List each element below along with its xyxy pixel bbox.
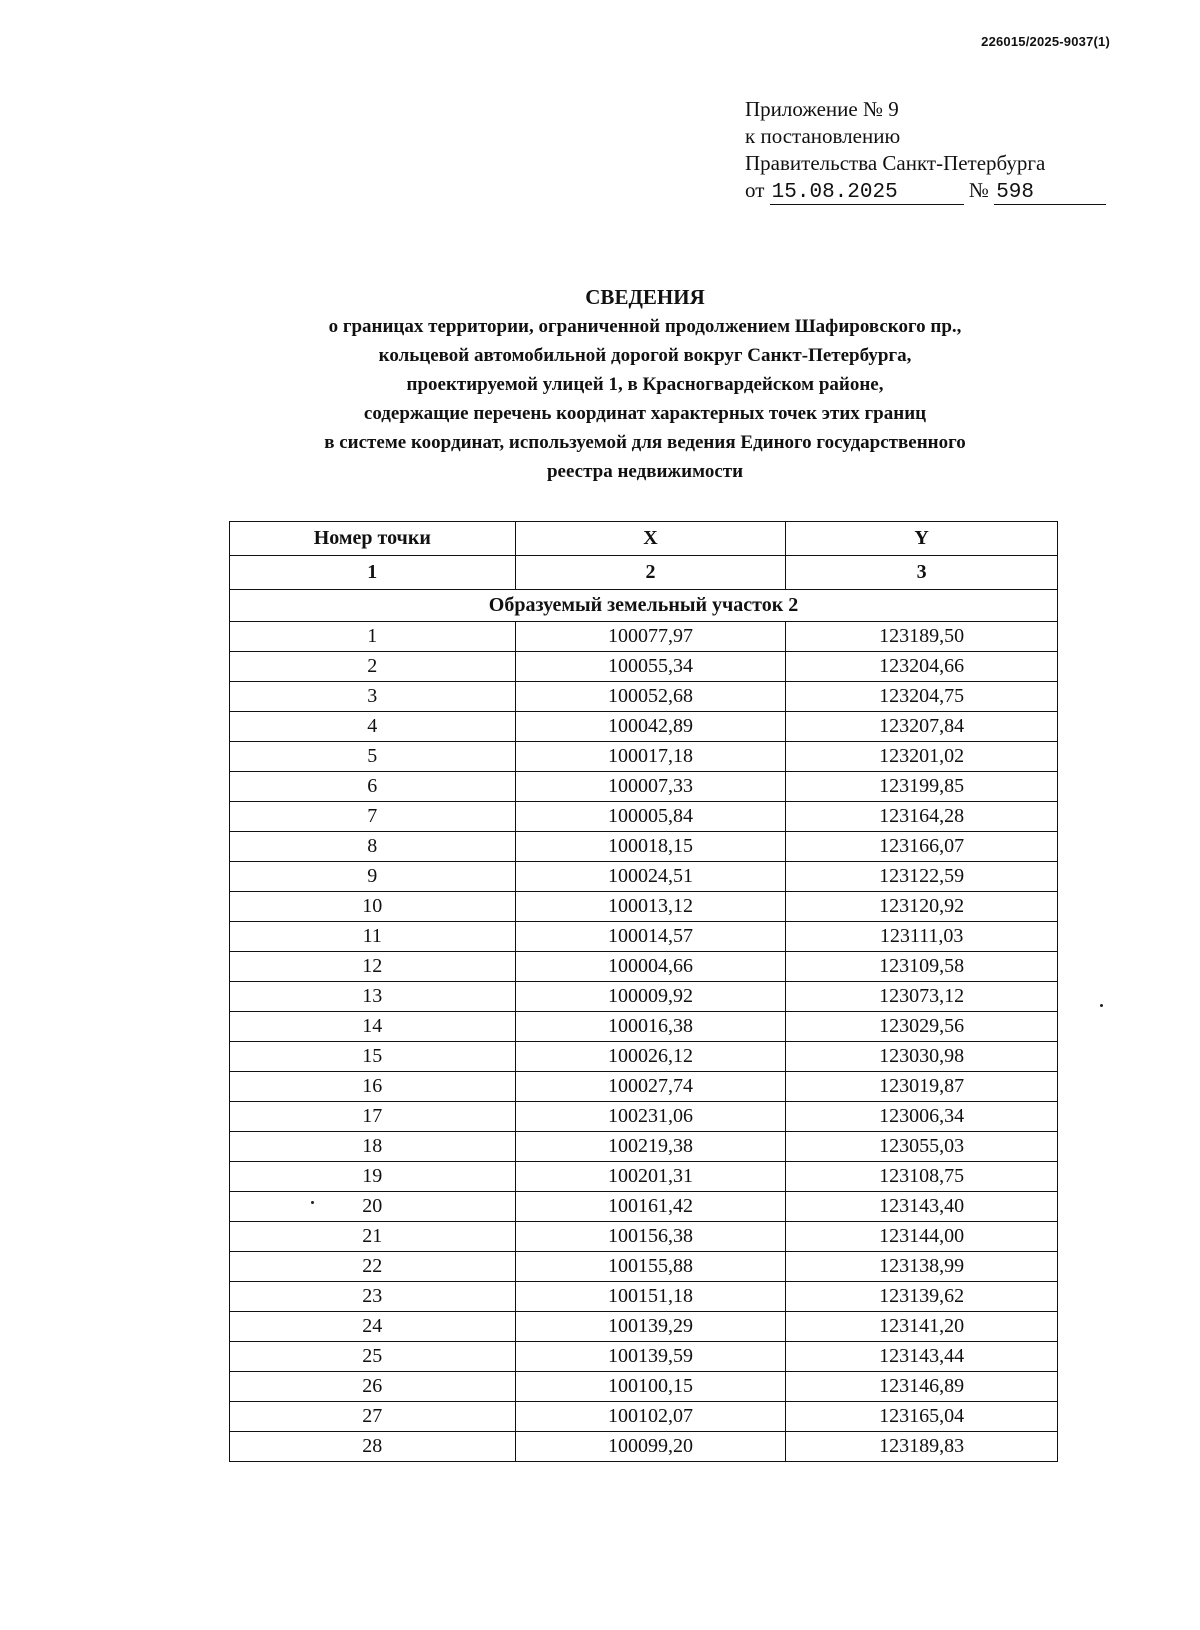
table-row xyxy=(230,1222,1058,1252)
y-coordinate-cell: 123189,83 xyxy=(786,1432,1058,1462)
x-coordinate-cell: 100156,38 xyxy=(515,1222,786,1252)
point-number-cell: 9 xyxy=(230,862,516,892)
y-coordinate-cell: 123073,12 xyxy=(786,982,1058,1012)
y-coordinate-cell: 123055,03 xyxy=(786,1132,1058,1162)
table-row xyxy=(230,1192,1058,1222)
appendix-line-3: Правительства Санкт-Петербурга xyxy=(745,151,1046,175)
appendix-line-1: Приложение № 9 xyxy=(745,97,899,121)
y-coordinate-cell: 123138,99 xyxy=(786,1252,1058,1282)
y-coordinate-cell: 123029,56 xyxy=(786,1012,1058,1042)
x-coordinate-cell: 100155,88 xyxy=(515,1252,786,1282)
column-number: 1 xyxy=(230,556,516,590)
x-coordinate-cell: 100151,18 xyxy=(515,1282,786,1312)
heading-line-4: содержащие перечень координат характерных точек этих границ xyxy=(363,403,927,424)
table-row xyxy=(230,1342,1058,1372)
x-coordinate-cell: 100017,18 xyxy=(515,742,786,772)
y-coordinate-cell: 123189,50 xyxy=(786,622,1058,652)
x-coordinate-cell: 100004,66 xyxy=(515,952,786,982)
table-row xyxy=(230,1312,1058,1342)
table-row xyxy=(230,982,1058,1012)
x-coordinate-cell: 100013,12 xyxy=(515,892,786,922)
x-coordinate-cell: 100005,84 xyxy=(515,802,786,832)
y-coordinate-cell: 123166,07 xyxy=(786,832,1058,862)
x-coordinate-cell: 100139,59 xyxy=(515,1342,786,1372)
table-row xyxy=(230,862,1058,892)
point-number-cell: 11 xyxy=(230,922,516,952)
column-number-row xyxy=(230,556,1058,590)
point-number-cell: 14 xyxy=(230,1012,516,1042)
table-row xyxy=(230,652,1058,682)
appendix-line-2: к постановлению xyxy=(745,124,901,148)
point-number-cell: 7 xyxy=(230,802,516,832)
x-coordinate-cell: 100016,38 xyxy=(515,1012,786,1042)
table-row xyxy=(230,832,1058,862)
point-number-cell: 24 xyxy=(230,1312,516,1342)
x-coordinate-cell: 100055,34 xyxy=(515,652,786,682)
resolution-date: 15.08.2025 xyxy=(770,182,964,205)
table-row xyxy=(230,622,1058,652)
y-coordinate-cell: 123143,44 xyxy=(786,1342,1058,1372)
y-coordinate-cell: 123144,00 xyxy=(786,1222,1058,1252)
point-number-cell: 15 xyxy=(230,1042,516,1072)
y-coordinate-cell: 123019,87 xyxy=(786,1072,1058,1102)
y-coordinate-cell: 123111,03 xyxy=(786,922,1058,952)
heading-line-1: о границах территории, ограниченной продолжением Шафировского пр., xyxy=(328,316,962,337)
table-row xyxy=(230,772,1058,802)
point-number-cell: 13 xyxy=(230,982,516,1012)
x-coordinate-cell: 100102,07 xyxy=(515,1402,786,1432)
point-number-cell: 22 xyxy=(230,1252,516,1282)
x-coordinate-cell: 100026,12 xyxy=(515,1042,786,1072)
x-coordinate-cell: 100219,38 xyxy=(515,1132,786,1162)
table-row xyxy=(230,1432,1058,1462)
point-number-cell: 27 xyxy=(230,1402,516,1432)
point-number-cell: 3 xyxy=(230,682,516,712)
point-number-cell: 16 xyxy=(230,1072,516,1102)
table-row xyxy=(230,802,1058,832)
table-row xyxy=(230,1372,1058,1402)
x-coordinate-cell: 100100,15 xyxy=(515,1372,786,1402)
x-coordinate-cell: 100139,29 xyxy=(515,1312,786,1342)
y-coordinate-cell: 123122,59 xyxy=(786,862,1058,892)
heading-line-5: в системе координат, используемой для ведения Единого государственного xyxy=(324,432,966,453)
y-coordinate-cell: 123108,75 xyxy=(786,1162,1058,1192)
point-number-cell: 21 xyxy=(230,1222,516,1252)
point-number-cell: 18 xyxy=(230,1132,516,1162)
y-coordinate-cell: 123204,75 xyxy=(786,682,1058,712)
number-prefix: № xyxy=(968,178,989,202)
x-coordinate-cell: 100007,33 xyxy=(515,772,786,802)
point-number-cell: 6 xyxy=(230,772,516,802)
table-row xyxy=(230,1072,1058,1102)
table-row xyxy=(230,712,1058,742)
point-number-cell: 26 xyxy=(230,1372,516,1402)
y-coordinate-cell: 123120,92 xyxy=(786,892,1058,922)
table-header-row xyxy=(230,522,1058,556)
point-number-cell: 1 xyxy=(230,622,516,652)
y-coordinate-cell: 123201,02 xyxy=(786,742,1058,772)
y-coordinate-cell: 123143,40 xyxy=(786,1192,1058,1222)
table-row xyxy=(230,742,1058,772)
y-coordinate-cell: 123030,98 xyxy=(786,1042,1058,1072)
heading-line-6: реестра недвижимости xyxy=(546,461,744,482)
y-coordinate-cell: 123109,58 xyxy=(786,952,1058,982)
x-coordinate-cell: 100042,89 xyxy=(515,712,786,742)
point-number-cell: 23 xyxy=(230,1282,516,1312)
x-coordinate-cell: 100009,92 xyxy=(515,982,786,1012)
table-row xyxy=(230,922,1058,952)
x-coordinate-cell: 100027,74 xyxy=(515,1072,786,1102)
x-coordinate-cell: 100231,06 xyxy=(515,1102,786,1132)
point-number-cell: 19 xyxy=(230,1162,516,1192)
header-point-number: Номер точки xyxy=(230,522,516,556)
appendix-block xyxy=(745,96,1106,205)
date-prefix: от xyxy=(745,178,765,202)
section-title: Образуемый земельный участок 2 xyxy=(230,590,1058,622)
resolution-number: 598 xyxy=(994,182,1106,205)
x-coordinate-cell: 100201,31 xyxy=(515,1162,786,1192)
y-coordinate-cell: 123204,66 xyxy=(786,652,1058,682)
y-coordinate-cell: 123139,62 xyxy=(786,1282,1058,1312)
heading-line-2: кольцевой автомобильной дорогой вокруг Санкт-Петербурга, xyxy=(378,345,912,366)
table-row xyxy=(230,1252,1058,1282)
point-number-cell: 28 xyxy=(230,1432,516,1462)
table-row xyxy=(230,1162,1058,1192)
table-row xyxy=(230,1012,1058,1042)
point-number-cell: 8 xyxy=(230,832,516,862)
header-y: Y xyxy=(786,522,1058,556)
column-number: 2 xyxy=(515,556,786,590)
point-number-cell: 4 xyxy=(230,712,516,742)
scan-speck xyxy=(311,1201,314,1204)
y-coordinate-cell: 123006,34 xyxy=(786,1102,1058,1132)
table-row xyxy=(230,682,1058,712)
point-number-cell: 10 xyxy=(230,892,516,922)
scan-speck xyxy=(1100,1004,1103,1007)
point-number-cell: 20 xyxy=(230,1192,516,1222)
y-coordinate-cell: 123146,89 xyxy=(786,1372,1058,1402)
heading-title: СВЕДЕНИЯ xyxy=(585,285,705,309)
table-row xyxy=(230,1102,1058,1132)
x-coordinate-cell: 100099,20 xyxy=(515,1432,786,1462)
document-number: 226015/2025-9037(1) xyxy=(981,34,1110,49)
table-row xyxy=(230,952,1058,982)
coordinates-table xyxy=(229,521,1058,1462)
heading-line-3: проектируемой улицей 1, в Красногвардейском районе, xyxy=(406,374,884,395)
x-coordinate-cell: 100024,51 xyxy=(515,862,786,892)
point-number-cell: 5 xyxy=(230,742,516,772)
x-coordinate-cell: 100014,57 xyxy=(515,922,786,952)
x-coordinate-cell: 100161,42 xyxy=(515,1192,786,1222)
y-coordinate-cell: 123199,85 xyxy=(786,772,1058,802)
point-number-cell: 25 xyxy=(230,1342,516,1372)
x-coordinate-cell: 100077,97 xyxy=(515,622,786,652)
point-number-cell: 17 xyxy=(230,1102,516,1132)
appendix-date-line xyxy=(745,177,1106,205)
y-coordinate-cell: 123141,20 xyxy=(786,1312,1058,1342)
header-x: X xyxy=(515,522,786,556)
point-number-cell: 12 xyxy=(230,952,516,982)
x-coordinate-cell: 100018,15 xyxy=(515,832,786,862)
table-row xyxy=(230,1132,1058,1162)
section-row xyxy=(230,590,1058,622)
column-number: 3 xyxy=(786,556,1058,590)
document-heading xyxy=(0,283,1200,486)
table-row xyxy=(230,1042,1058,1072)
point-number-cell: 2 xyxy=(230,652,516,682)
y-coordinate-cell: 123164,28 xyxy=(786,802,1058,832)
table-row xyxy=(230,892,1058,922)
table-row xyxy=(230,1282,1058,1312)
x-coordinate-cell: 100052,68 xyxy=(515,682,786,712)
table-row xyxy=(230,1402,1058,1432)
y-coordinate-cell: 123207,84 xyxy=(786,712,1058,742)
y-coordinate-cell: 123165,04 xyxy=(786,1402,1058,1432)
